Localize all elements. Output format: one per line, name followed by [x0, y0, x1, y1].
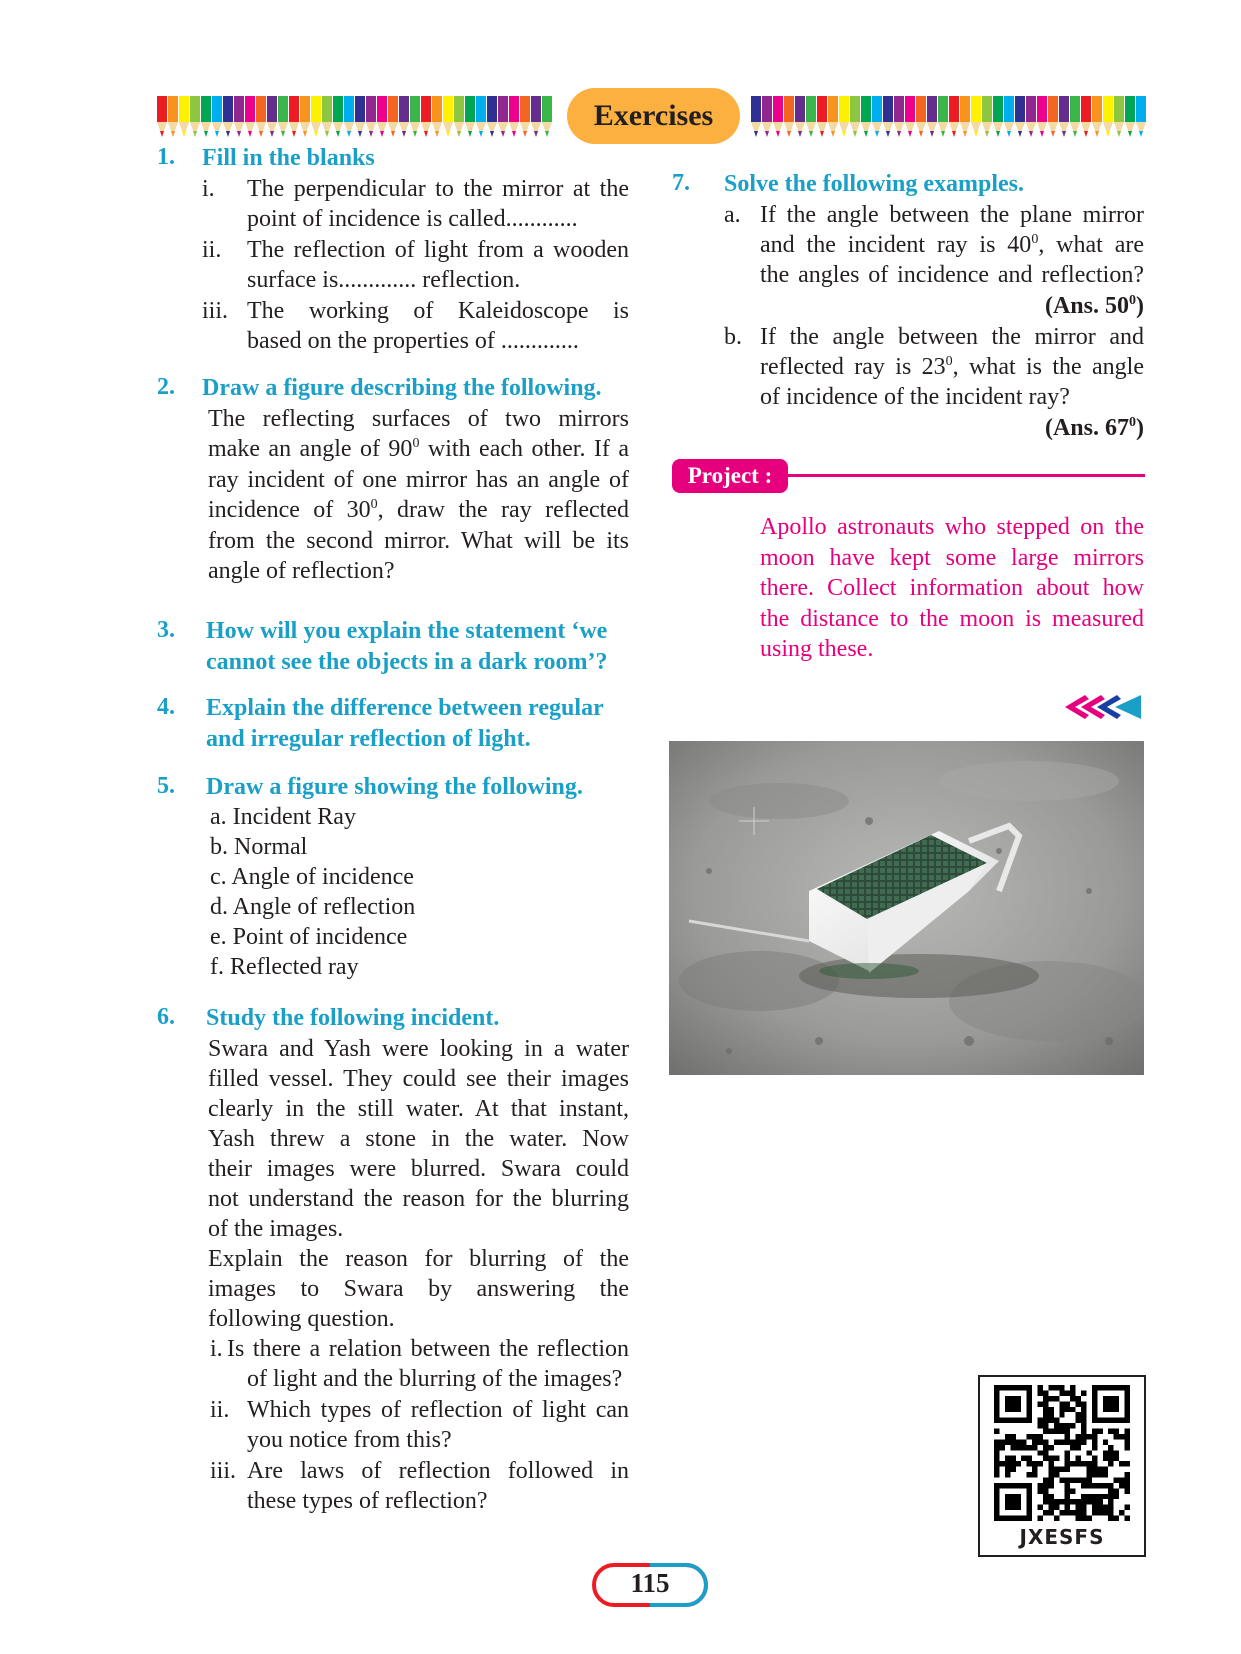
- q1-item-3-line-2: based on the properties of .............: [247, 328, 579, 354]
- project-line-4: the distance to the moon is measured: [760, 605, 1144, 632]
- project-line-3: there. Collect information about how: [760, 575, 1144, 601]
- q2-line-2: make an angle of $90^0$ with each other. If a: [208, 436, 630, 462]
- q2-line-3: ray incident of one mirror has an angle of: [208, 467, 629, 493]
- exercises-title-text: Exercises: [593, 99, 714, 132]
- q6-question-3-line-2: these types of reflection?: [247, 1488, 488, 1514]
- q7b-line-3: of incidence of the incident ray?: [760, 384, 1070, 410]
- qr-code-box: [978, 1375, 1146, 1557]
- project-line-5: using these.: [760, 636, 874, 662]
- q5-title: Draw a figure showing the following.: [206, 774, 583, 800]
- q4-line-1: Explain the difference between regular: [206, 695, 604, 721]
- project-line-1: Apollo astronauts who stepped on the: [760, 514, 1144, 540]
- q1-item-3-line-1: The working of Kaleidoscope is: [247, 298, 629, 324]
- q6-line-3: clearly in the still water. At that instant,: [208, 1096, 629, 1122]
- q6-line-9: images to Swara by answering the: [208, 1276, 629, 1302]
- q7b-line-1: If the angle between the mirror and: [760, 324, 1144, 350]
- q1-number: 1.: [157, 144, 175, 170]
- q6-line-7: of the images.: [208, 1216, 344, 1242]
- q1-item-2-line-1: The reflection of light from a wooden: [247, 237, 629, 263]
- project-label-text: Project :: [687, 463, 773, 488]
- q2-line-6: angle of reflection?: [208, 558, 395, 584]
- q5-number: 5.: [157, 773, 175, 799]
- q3-line-2: cannot see the objects in a dark room’?: [206, 649, 608, 675]
- q5-item-d: d. Angle of reflection: [210, 894, 416, 920]
- page-number: 115: [630, 1568, 670, 1598]
- q4-line-2: and irregular reflection of light.: [206, 726, 531, 752]
- q5-item-a: a. Incident Ray: [210, 804, 356, 830]
- q5-item-e: e. Point of incidence: [210, 924, 408, 950]
- exercises-title: [567, 88, 740, 144]
- q5-item-c: c. Angle of incidence: [210, 864, 414, 890]
- q3-line-1: How will you explain the statement ‘we: [206, 618, 608, 644]
- q7-title: Solve the following examples.: [724, 171, 1024, 197]
- project-line-2: moon have kept some large mirrors: [760, 544, 1144, 571]
- q7a-line-1: If the angle between the plane mirror: [760, 202, 1144, 228]
- q5-item-b: b. Normal: [210, 834, 308, 860]
- q7a-marker: a.: [724, 202, 741, 228]
- q4-number: 4.: [157, 694, 175, 720]
- q6-question-3-marker: iii.: [210, 1458, 237, 1484]
- q2-line-5: from the second mirror. What will be its: [208, 528, 629, 554]
- q1-item-2-marker: ii.: [202, 237, 222, 263]
- q6-question-2-line-2: you notice from this?: [247, 1427, 452, 1453]
- q7a-line-3: the angles of incidence and reflection?: [760, 262, 1144, 288]
- q6-title: Study the following incident.: [206, 1005, 500, 1031]
- q6-question-2-line-1: Which types of reflection of light can: [247, 1397, 629, 1423]
- q6-line-10: following question.: [208, 1306, 395, 1332]
- q2-number: 2.: [157, 374, 175, 400]
- q7-number: 7.: [672, 170, 690, 196]
- q6-question-1-line-1: Is there a relation between the reflection: [227, 1336, 629, 1362]
- q6-line-1: Swara and Yash were looking in a water: [208, 1036, 629, 1062]
- project-label: [672, 459, 788, 493]
- q6-question-3-line-1: Are laws of reflection followed in: [247, 1458, 629, 1484]
- q2-line-1: The reflecting surfaces of two mirrors: [208, 406, 629, 432]
- q3-number: 3.: [157, 617, 175, 643]
- q6-line-5: their images were blurred. Swara could: [208, 1156, 629, 1182]
- q1-title: Fill in the blanks: [202, 145, 375, 171]
- q7b-marker: b.: [724, 324, 742, 350]
- moon-retroreflector-photo: [669, 741, 1144, 1075]
- q7a-line-2: and the incident ray is $40^0$, what are: [760, 232, 1145, 258]
- q7a-answer: (Ans. $50^0$): [1044, 293, 1144, 319]
- q6-number: 6.: [157, 1004, 175, 1030]
- q6-question-1-marker: i.: [210, 1336, 223, 1362]
- q6-line-4: Yash threw a stone in the water. Now: [208, 1126, 629, 1152]
- q5-item-f: f. Reflected ray: [210, 954, 359, 980]
- q1-item-1-marker: i.: [202, 176, 215, 202]
- q1-item-2-line-2: surface is............. reflection.: [247, 267, 521, 293]
- project-text: [760, 512, 1144, 665]
- q2-line-4: incidence of $30^0$, draw the ray reflected: [208, 497, 630, 523]
- q7b-line-2: reflected ray is $23^0$, what is the angle: [760, 354, 1144, 380]
- q6-line-6: not understand the reason for the blurring: [208, 1186, 629, 1212]
- q6-question-2-marker: ii.: [210, 1397, 230, 1423]
- project-rule: [788, 474, 1145, 477]
- q1-item-3-marker: iii.: [202, 298, 229, 324]
- q7b-answer: (Ans. $67^0$): [1044, 415, 1144, 441]
- q2-title: Draw a figure describing the following.: [202, 375, 602, 401]
- q1-item-1-line-2: point of incidence is called............: [247, 206, 578, 232]
- arrows-icon: [1063, 693, 1143, 721]
- qr-code-icon: [994, 1385, 1130, 1521]
- q6-question-1-line-2: of light and the blurring of the images?: [247, 1366, 623, 1392]
- q6-line-2: filled vessel. They could see their images: [208, 1066, 629, 1092]
- qr-code-text: JXESFS: [1019, 1525, 1105, 1549]
- q6-line-8: Explain the reason for blurring of the: [208, 1246, 629, 1272]
- q1-item-1-line-1: The perpendicular to the mirror at the: [247, 176, 629, 202]
